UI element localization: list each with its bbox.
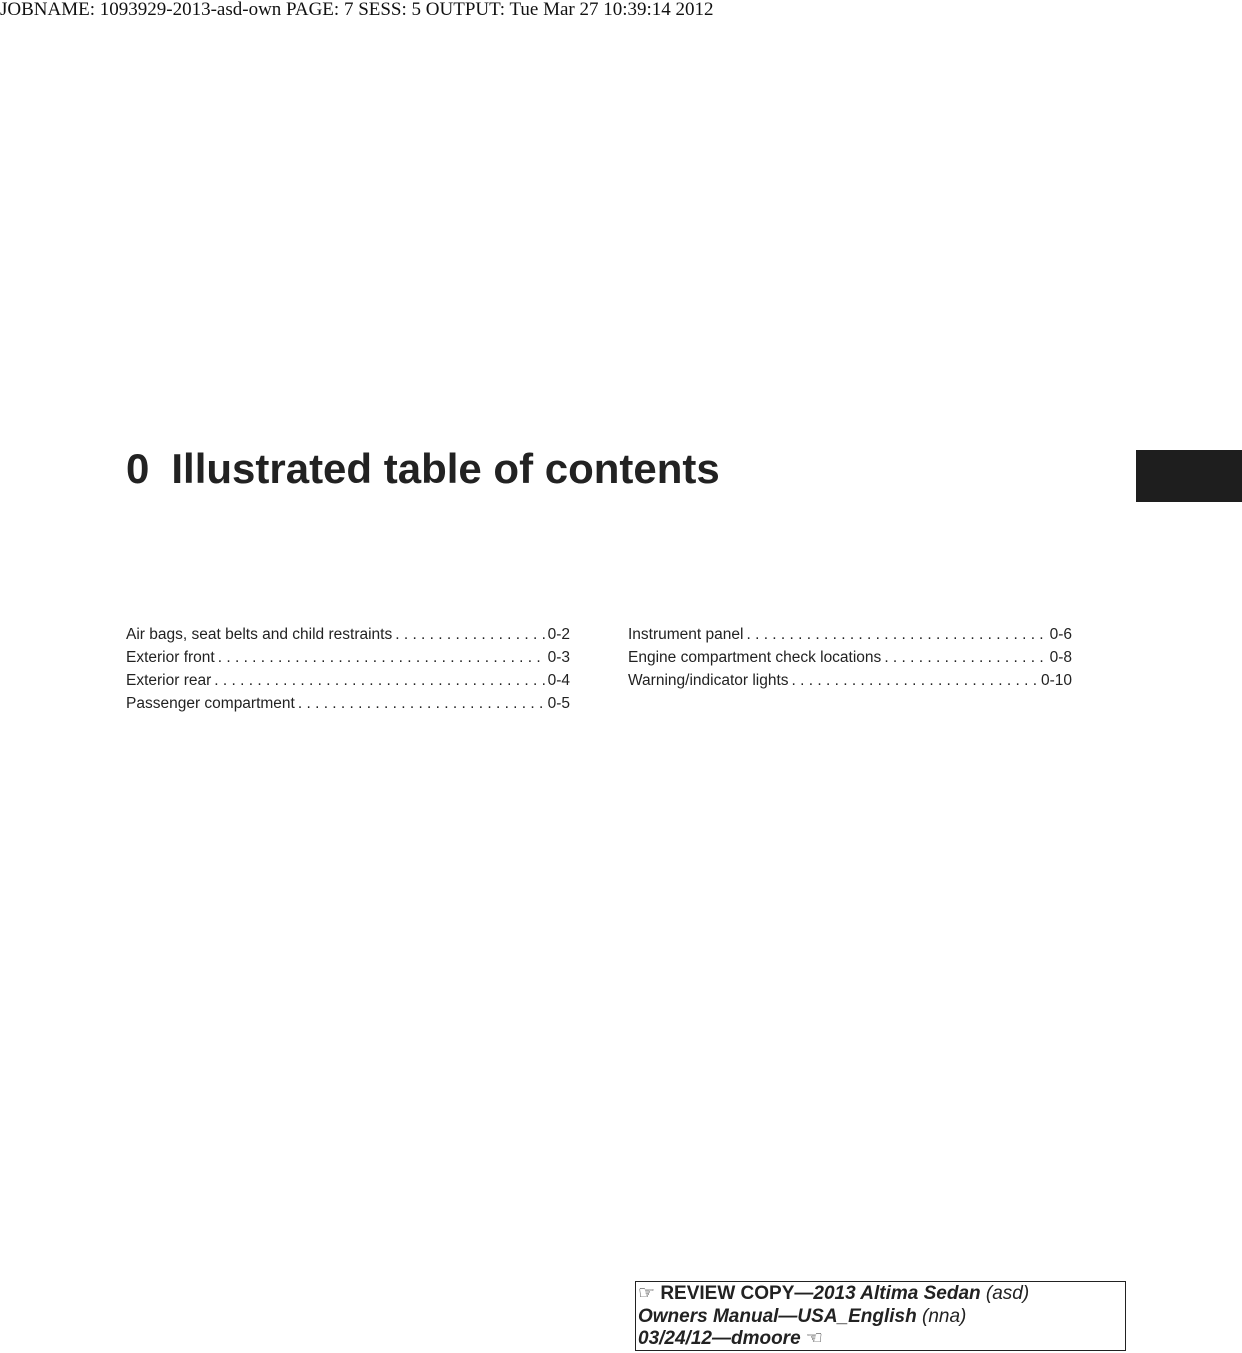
dot-leader [792, 670, 1038, 692]
toc-entry[interactable] [126, 670, 570, 693]
job-header-line: JOBNAME: 1093929-2013-asd-own PAGE: 7 SESS: 5 OUTPUT: Tue Mar 27 10:39:14 2012 [0, 0, 714, 20]
dot-leader [884, 647, 1046, 669]
toc-entry[interactable] [126, 624, 570, 647]
dot-leader [395, 624, 544, 646]
date-user: 03/24/12—dmoore [638, 1328, 801, 1349]
toc-entry[interactable] [628, 670, 1072, 693]
toc-column-left [126, 624, 570, 716]
toc-entry-page: 0-8 [1049, 649, 1072, 666]
toc-entry-page: 0-6 [1049, 626, 1072, 643]
toc-entry-label: Exterior rear [126, 672, 212, 689]
toc-entry-label: Exterior front [126, 649, 215, 666]
model-code: (asd) [985, 1283, 1030, 1304]
toc-entry-page: 0-5 [547, 695, 570, 712]
dot-leader [218, 647, 545, 669]
dot-leader [214, 670, 544, 692]
model-name: 2013 Altima Sedan [813, 1283, 981, 1304]
dot-leader [298, 693, 545, 715]
toc-entry-label: Warning/indicator lights [628, 672, 789, 689]
toc-entry[interactable] [126, 693, 570, 716]
chapter-title-text: Illustrated table of contents [171, 445, 720, 492]
toc-entry-label: Engine compartment check locations [628, 649, 882, 666]
toc-entry-page: 0-2 [547, 626, 570, 643]
toc-entry[interactable] [628, 647, 1072, 670]
toc-entry-page: 0-10 [1040, 672, 1072, 689]
review-copy-label: REVIEW COPY— [660, 1283, 814, 1304]
manual-name: Owners Manual—USA_English [638, 1305, 917, 1327]
review-copy-stamp [635, 1281, 1126, 1351]
toc-entry[interactable] [628, 624, 1072, 647]
dot-leader [746, 624, 1046, 646]
review-line-3 [638, 1328, 1123, 1351]
review-line-1 [638, 1283, 1123, 1306]
toc-entry-label: Air bags, seat belts and child restraints [126, 626, 393, 643]
toc-column-right [628, 624, 1072, 693]
pointing-hand-right-icon: ☞ [638, 1283, 656, 1304]
chapter-tab-marker [1136, 450, 1242, 502]
toc-entry-label: Passenger compartment [126, 695, 295, 712]
review-line-2 [638, 1306, 1123, 1329]
chapter-title [126, 444, 720, 494]
pointing-hand-left-icon: ☜ [805, 1328, 823, 1349]
toc-entry-page: 0-4 [547, 672, 570, 689]
chapter-number: 0 [126, 445, 150, 492]
toc-entry-label: Instrument panel [628, 626, 744, 643]
toc-entry[interactable] [126, 647, 570, 670]
toc-entry-page: 0-3 [547, 649, 570, 666]
language-code: (nna) [922, 1305, 967, 1327]
